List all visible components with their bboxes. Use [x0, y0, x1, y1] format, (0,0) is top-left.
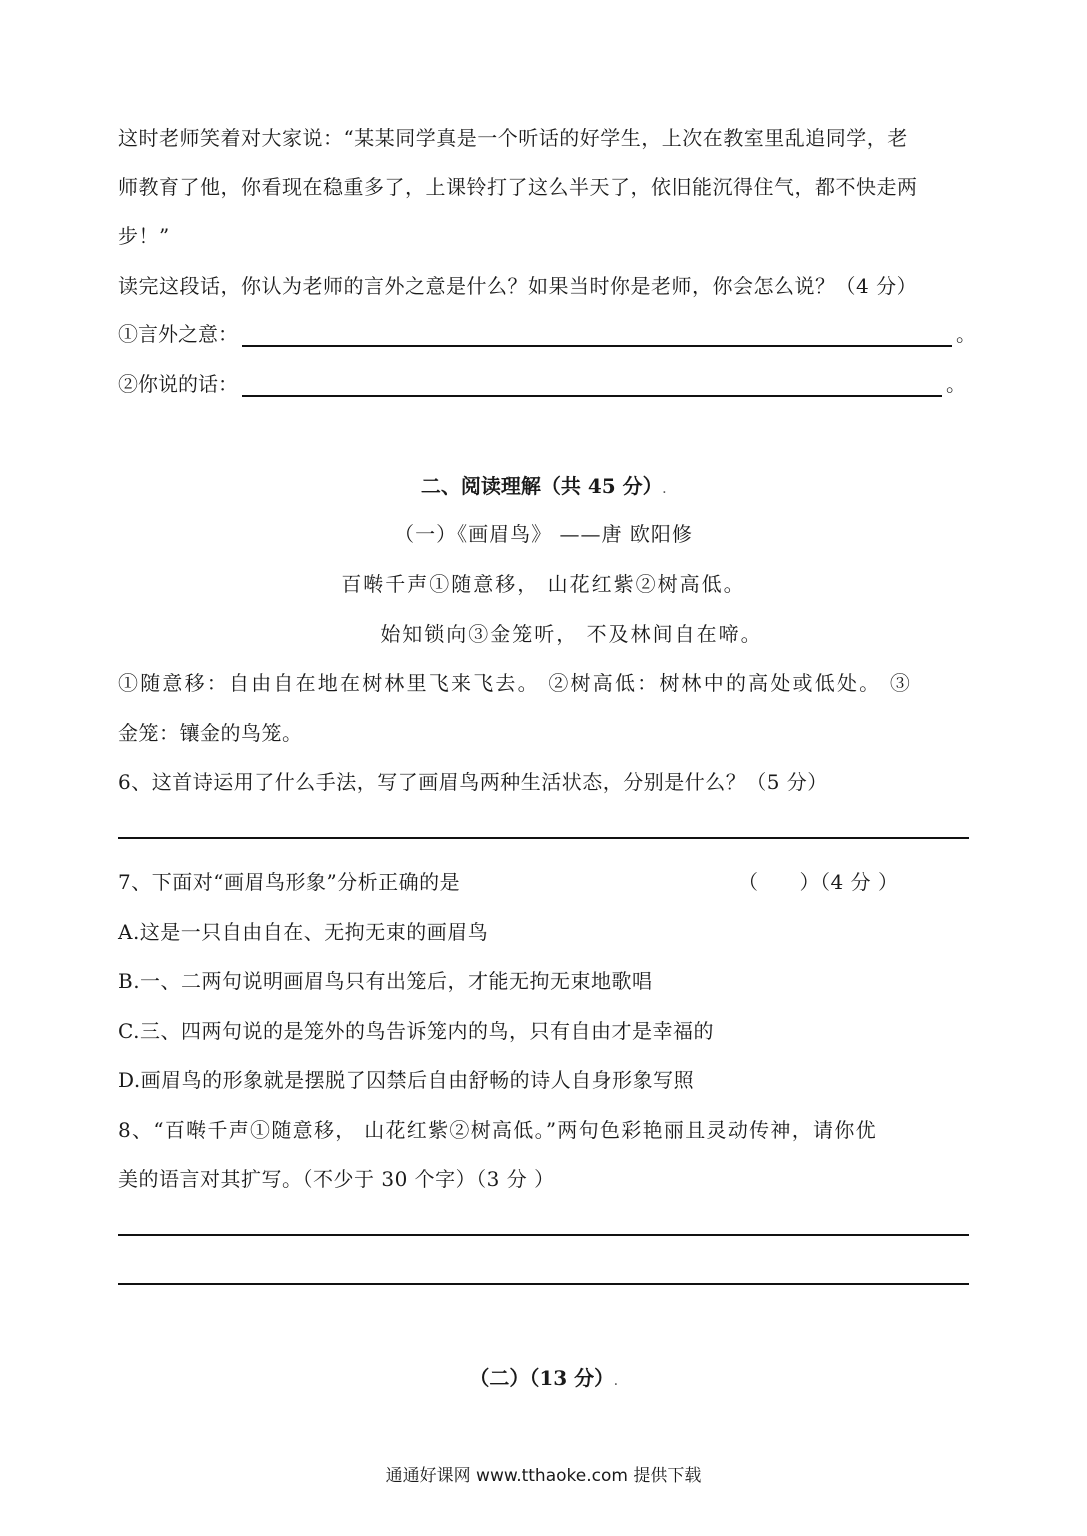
question-6: 6、这首诗运用了什么手法，写了画眉鸟两种生活状态，分别是什么？（5 分）: [118, 770, 828, 794]
notes-line-1: ①随意移：自由自在地在树林里飞来飞去。 ②树高低：树林中的高处或低处。 ③: [118, 671, 913, 695]
answer-line-q6[interactable]: [118, 837, 969, 839]
answer-line-q8-1[interactable]: [118, 1234, 969, 1236]
question-8-line-2: 美的语言对其扩写。（不少于 30 个字）（3 分 ）: [118, 1167, 555, 1191]
question-text: 读完这段话，你认为老师的言外之意是什么？如果当时你是老师，你会怎么说？（4 分）: [118, 274, 918, 298]
question-7: 7、下面对“画眉鸟形象”分析正确的是: [118, 870, 461, 894]
poem-line-1: 百啭千声①随意移， 山花红紫②树高低。: [341, 572, 746, 596]
answer-line-q8-2[interactable]: [118, 1283, 969, 1285]
answer-blank-1[interactable]: [242, 323, 952, 347]
answer-row-1: [118, 318, 976, 347]
notes-line-2: 金笼：镶金的鸟笼。: [118, 721, 303, 745]
part-2-heading-text: （二）（13 分）: [469, 1366, 615, 1390]
answer-row-2: [118, 368, 966, 397]
question-8-line-1: 8、“百啭千声①随意移， 山花红紫②树高低。”两句色彩艳丽且灵动传神，请你优: [118, 1118, 877, 1142]
answer-period-2: 。: [946, 372, 966, 396]
option-c: C.三、四两句说的是笼外的鸟告诉笼内的鸟，只有自由才是幸福的: [118, 1019, 714, 1043]
answer-label-1: ①言外之意：: [118, 322, 238, 346]
option-a: A.这是一只自由自在、无拘无束的画眉鸟: [118, 920, 489, 944]
footer-text: 通通好课网 www.tthaoke.com 提供下载: [385, 1466, 702, 1486]
option-d: D.画眉鸟的形象就是摆脱了囚禁后自由舒畅的诗人自身形象写照: [118, 1068, 695, 1092]
answer-blank-2[interactable]: [242, 373, 942, 397]
paragraph-line-2: 师教育了他，你看现在稳重多了，上课铃打了这么半天了，依旧能沉得住气，都不快走两: [118, 175, 918, 199]
section-heading-text: 二、阅读理解（共 45 分）: [420, 474, 663, 498]
paragraph-line-1: 这时老师笑着对大家说：“某某同学真是一个听话的好学生，上次在教室里乱追同学，老: [118, 126, 908, 150]
option-b: B.一、二两句说明画眉鸟只有出笼后，才能无拘无束地歌唱: [118, 969, 653, 993]
poem-title: （一）《画眉鸟》 ——唐 欧阳修: [394, 522, 693, 546]
paragraph-line-3: 步！”: [118, 224, 170, 248]
answer-period-1: 。: [956, 322, 976, 346]
section-heading: 二、阅读理解（共 45 分）.: [420, 474, 667, 498]
part-2-heading: （二）（13 分）.: [469, 1366, 618, 1390]
question-7-score: （ ）（4 分 ）: [738, 870, 899, 894]
poem-line-2: 始知锁向③金笼听， 不及林间自在啼。: [380, 622, 763, 646]
answer-label-2: ②你说的话：: [118, 372, 238, 396]
